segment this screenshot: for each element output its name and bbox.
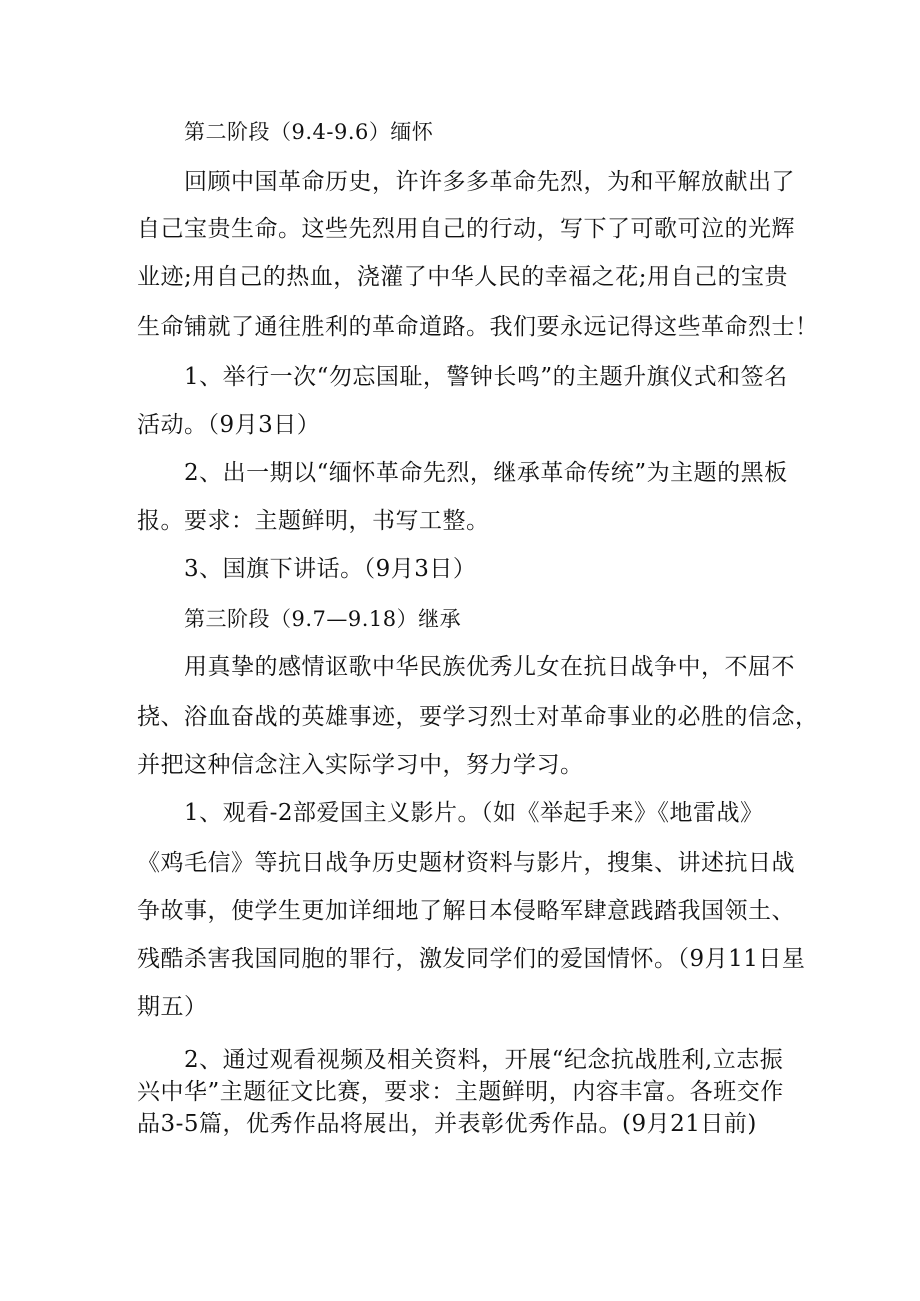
paragraph-line: 并把这种信念注入实际学习中，努力学习。 bbox=[137, 752, 584, 778]
paragraph-line: 用真挚的感情讴歌中华民族优秀儿女在抗日战争中，不屈不 bbox=[184, 654, 795, 680]
list-item-line: 活动。（9月3日） bbox=[137, 412, 321, 438]
list-item-line: 《鸡毛信》等抗日战争历史题材资料与影片，搜集、讲述抗日战 bbox=[137, 850, 795, 876]
paragraph-line: 生命铺就了通往胜利的革命道路。我们要永远记得这些革命烈士！ bbox=[137, 314, 819, 340]
list-item-line: 1、观看-2部爱国主义影片。（如《举起手来》《地雷战》 bbox=[184, 800, 764, 826]
section-heading-stage-3: 第三阶段（9.7—9.18）继承 bbox=[184, 607, 462, 631]
paragraph-line: 挠、浴血奋战的英雄事迹，要学习烈士对革命事业的必胜的信念， bbox=[137, 704, 819, 730]
list-item-line: 争故事，使学生更加详细地了解日本侵略军肆意践踏我国领土、 bbox=[137, 898, 795, 924]
list-item-line: 2、出一期以“缅怀革命先烈，继承革命传统”为主题的黑板 bbox=[184, 460, 788, 486]
list-item-line: 3、国旗下讲话。（9月3日） bbox=[184, 556, 477, 582]
paragraph-line: 自己宝贵生命。这些先烈用自己的行动，写下了可歌可泣的光辉 bbox=[137, 216, 795, 242]
list-item-line: 2、通过观看视频及相关资料，开展“纪念抗战胜利,立志振 bbox=[184, 1047, 784, 1073]
list-item-line: 期五） bbox=[137, 994, 208, 1020]
list-item-line: 1、举行一次“勿忘国耻，警钟长鸣”的主题升旗仪式和签名 bbox=[184, 364, 788, 390]
list-item-line: 残酷杀害我国同胞的罪行，激发同学们的爱国情怀。（9月11日星 bbox=[137, 946, 806, 972]
section-heading-stage-2: 第二阶段（9.4-9.6）缅怀 bbox=[184, 120, 434, 144]
list-item-line: 报。要求：主题鲜明，书写工整。 bbox=[137, 508, 490, 534]
list-item-line: 品3-5篇，优秀作品将展出，并表彰优秀作品。(9月21日前) bbox=[137, 1111, 757, 1137]
paragraph-line: 业迹;用自己的热血，浇灌了中华人民的幸福之花;用自己的宝贵 bbox=[137, 264, 788, 290]
list-item-line: 兴中华”主题征文比赛，要求：主题鲜明，内容丰富。各班交作 bbox=[137, 1079, 784, 1105]
paragraph-line: 回顾中国革命历史，许许多多革命先烈，为和平解放献出了 bbox=[184, 169, 795, 195]
